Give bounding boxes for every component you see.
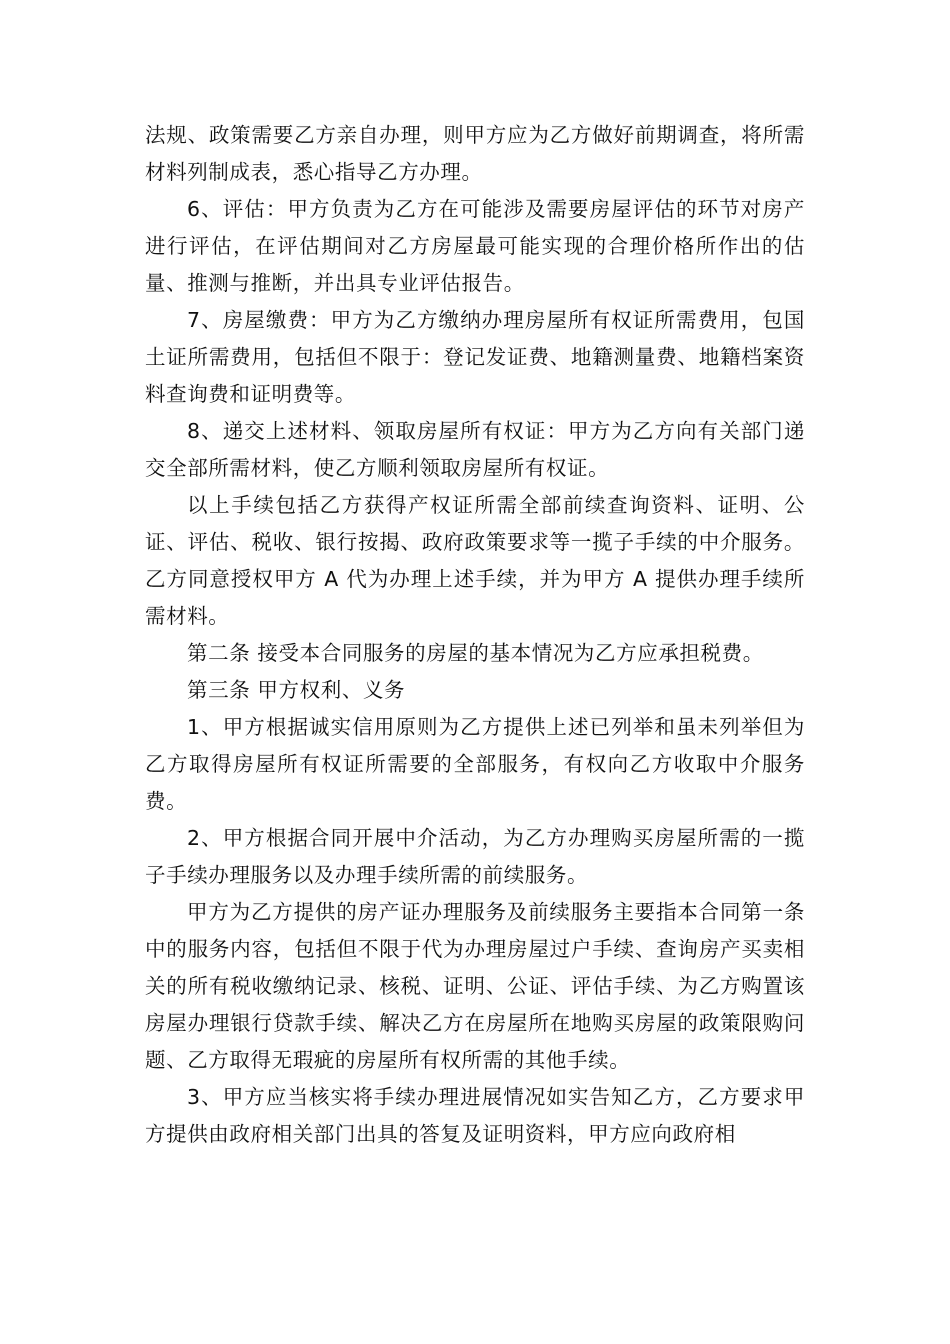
paragraph-6: 第二条 接受本合同服务的房屋的基本情况为乙方应承担税费。 <box>187 641 764 665</box>
paragraph-7: 第三条 甲方权利、义务 <box>187 678 406 702</box>
paragraph-9: 2、甲方根据合同开展中介活动，为乙方办理购买房屋所需的一揽子手续办理服务以及办理手续所需的前续服务。 <box>145 826 805 887</box>
paragraph-3: 7、房屋缴费：甲方为乙方缴纳办理房屋所有权证所需费用，包国土证所需费用，包括但不限于：登记发证费、地籍测量费、地籍档案资料查询费和证明费等。 <box>145 308 805 406</box>
paragraph-5: 以上手续包括乙方获得产权证所需全部前续查询资料、证明、公证、评估、税收、银行按揭、政府政策要求等一揽子手续的中介服务。 乙方同意授权甲方 A 代为办理上述手续，并为甲方 A 提供办理手续所需材料。 <box>145 493 805 628</box>
document-body <box>145 117 805 1153</box>
paragraph-11: 3、甲方应当核实将手续办理进展情况如实告知乙方，乙方要求甲方提供由政府相关部门出具的答复及证明资料，甲方应向政府相 <box>145 1085 805 1146</box>
paragraph-8: 1、甲方根据诚实信用原则为乙方提供上述已列举和虽未列举但为乙方取得房屋所有权证所需要的全部服务，有权向乙方收取中介服务费。 <box>145 715 805 813</box>
paragraph-1: 法规、政策需要乙方亲自办理，则甲方应为乙方做好前期调查，将所需材料列制成表，悉心指导乙方办理。 <box>145 123 805 184</box>
paragraph-4: 8、递交上述材料、领取房屋所有权证：甲方为乙方向有关部门递交全部所需材料，使乙方顺利领取房屋所有权证。 <box>145 419 805 480</box>
paragraph-2: 6、评估：甲方负责为乙方在可能涉及需要房屋评估的环节对房产进行评估，在评估期间对乙方房屋最可能实现的合理价格所作出的估量、推测与推断，并出具专业评估报告。 <box>145 197 805 295</box>
paragraph-10: 甲方为乙方提供的房产证办理服务及前续服务主要指本合同第一条中的服务内容，包括但不限于代为办理房屋过户手续、查询房产买卖相关的所有税收缴纳记录、核税、证明、公证、评估手续、为乙方购置该房屋办理银行贷款手续、解决乙方在房屋所在地购买房屋的政策限购问题、乙方取得无瑕疵的房屋所有权所需的其他手续。 <box>145 900 805 1072</box>
